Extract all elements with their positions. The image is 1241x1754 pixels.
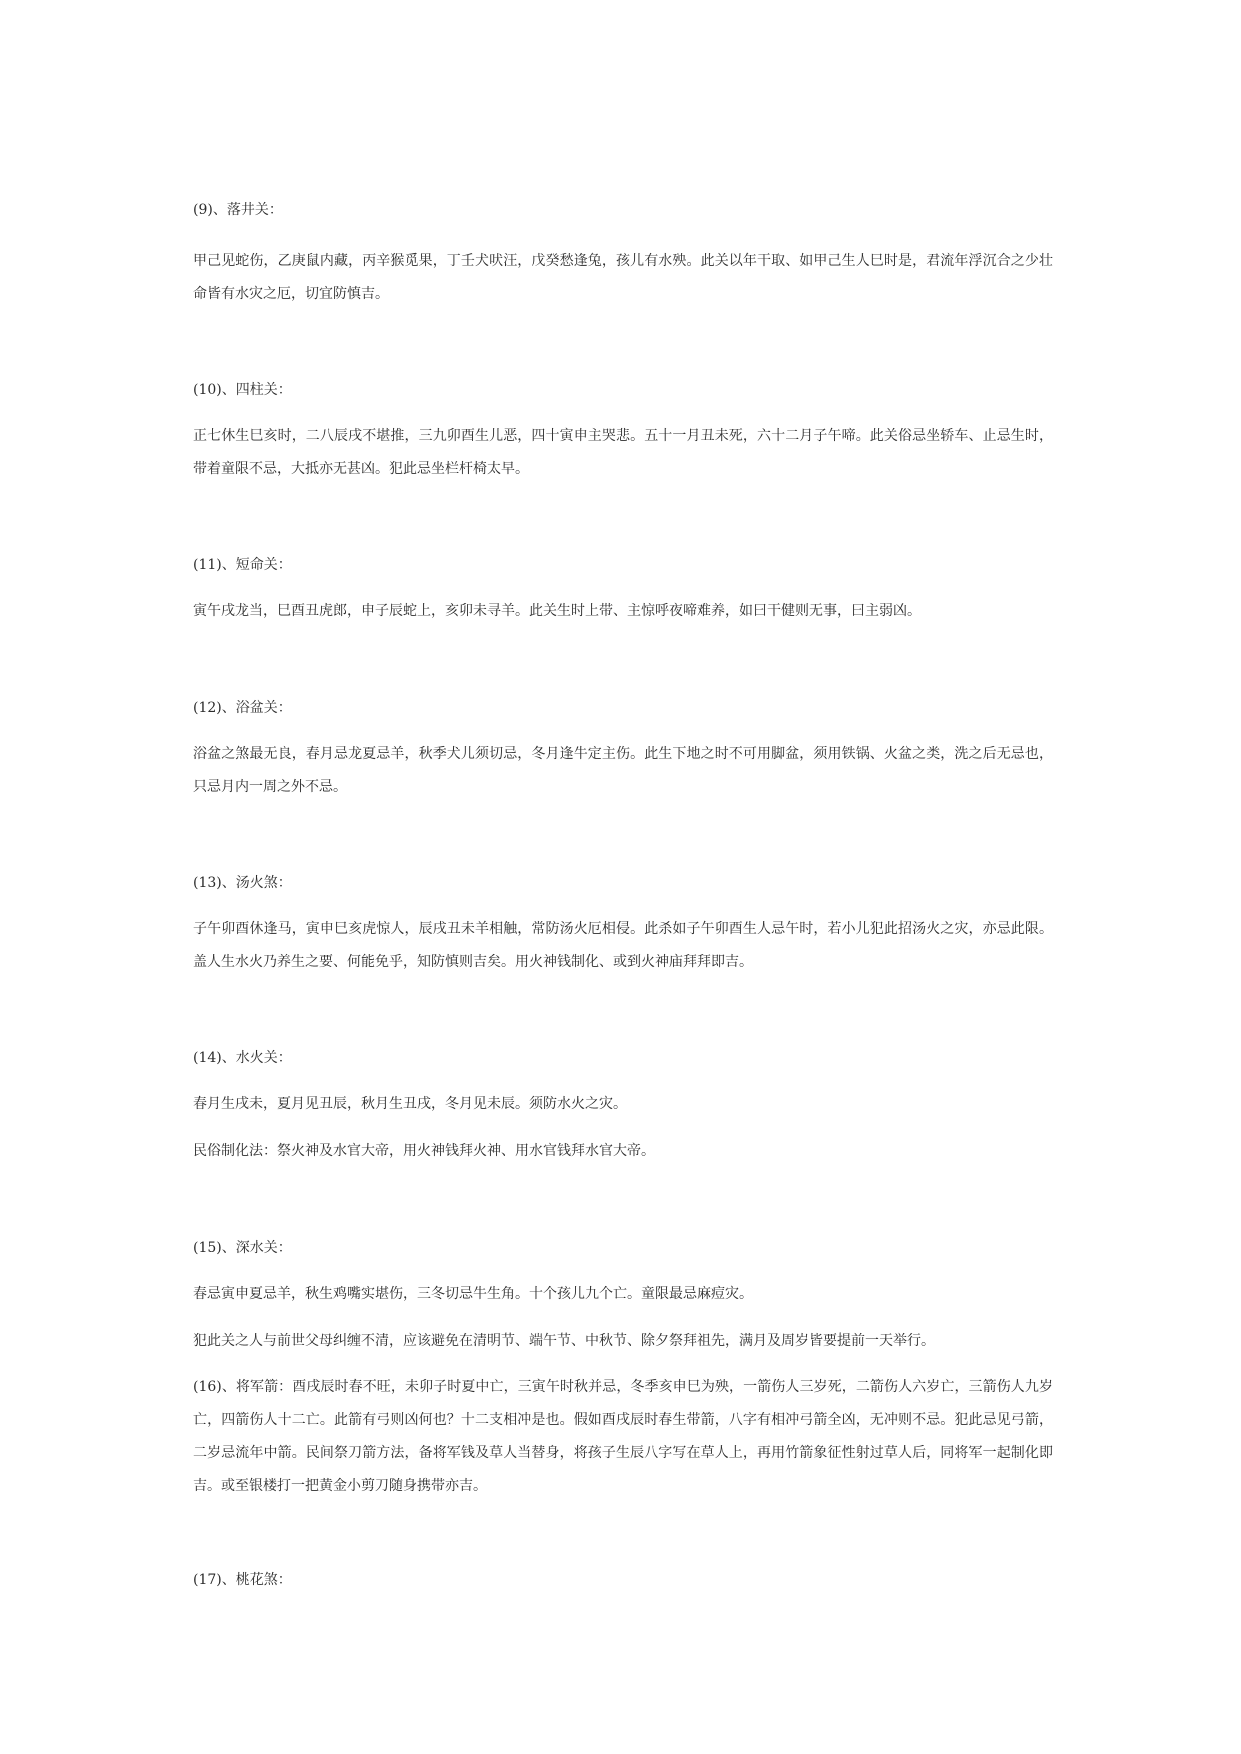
paragraph-11-1: 寅午戌龙当，巳酉丑虎郎，申子辰蛇上，亥卯未寻羊。此关生时上带、主惊呼夜啼难养，如曰干健则无事，曰主弱凶。: [193, 603, 921, 619]
paragraph-14-1: 春月生戌未，夏月见丑辰，秋月生丑戌，冬月见未辰。须防水火之灾。: [193, 1096, 627, 1112]
section-heading-13: (13)、汤火煞：: [193, 875, 292, 891]
paragraph-15-2: 犯此关之人与前世父母纠缠不清，应该避免在清明节、端午节、中秋节、除夕祭拜祖先，满月及周岁皆要提前一天举行。: [193, 1333, 935, 1349]
section-heading-17: (17)、桃花煞：: [193, 1572, 292, 1588]
paragraph-14-2: 民俗制化法：祭火神及水官大帝，用火神钱拜火神、用水官钱拜水官大帝。: [193, 1143, 655, 1159]
paragraph-12-1: 浴盆之煞最无良，春月忌龙夏忌羊，秋季犬儿须切忌，冬月逢牛定主伤。此生下地之时不可用脚盆，须用铁锅、火盆之类，洗之后无忌也，只忌月内一周之外不忌。: [193, 746, 1053, 795]
paragraph-15-1: 春忌寅申夏忌羊，秋生鸡嘴实堪伤，三冬切忌牛生角。十个孩儿九个亡。童限最忌麻痘灾。: [193, 1286, 753, 1302]
paragraph-13-1: 子午卯酉休逢马，寅申巳亥虎惊人，辰戌丑未羊相触，常防汤火厄相侵。此杀如子午卯酉生人忌午时，若小儿犯此招汤火之灾，亦忌此限。盖人生水火乃养生之要、何能免乎，知防慎则吉矣。用火神钱制化、或到火神庙拜拜即吉。: [193, 921, 1053, 970]
section-heading-9: (9)、落井关：: [193, 202, 283, 218]
section-heading-14: (14)、水火关：: [193, 1050, 292, 1066]
paragraph-10-1: 正七休生巳亥时，二八辰戌不堪推，三九卯酉生儿恶，四十寅申主哭悲。五十一月丑未死，六十二月子午啼。此关俗忌坐轿车、止忌生时，带着童限不忌，大抵亦无甚凶。犯此忌坐栏杆椅太早。: [193, 428, 1053, 477]
section-heading-12: (12)、浴盆关：: [193, 700, 292, 716]
paragraph-16-1: (16)、将军箭：酉戌辰时春不旺，未卯子时夏中亡，三寅午时秋并忌，冬季亥申巳为殃，一箭伤人三岁死，二箭伤人六岁亡，三箭伤人九岁亡，四箭伤人十二亡。此箭有弓则凶何也？十二支相冲是也。假如酉戌辰时春生带箭，八字有相冲弓箭全凶，无冲则不忌。犯此忌见弓箭，二岁忌流年中箭。民间祭刀箭方法，备将军钱及草人当替身，将孩子生辰八字写在草人上，再用竹箭象征性射过草人后，同将军一起制化即吉。或至银楼打一把黄金小剪刀随身携带亦吉。: [193, 1379, 1053, 1494]
section-heading-11: (11)、短命关：: [193, 557, 292, 573]
section-heading-10: (10)、四柱关：: [193, 382, 292, 398]
paragraph-9-1: 甲己见蛇伤，乙庚鼠内藏，丙辛猴觅果，丁壬犬吠汪，戊癸愁逢兔，孩儿有水殃。此关以年干取、如甲己生人巳时是，君流年浮沉合之少壮命皆有水灾之厄，切宜防慎吉。: [193, 253, 1053, 302]
section-heading-15: (15)、深水关：: [193, 1240, 292, 1256]
